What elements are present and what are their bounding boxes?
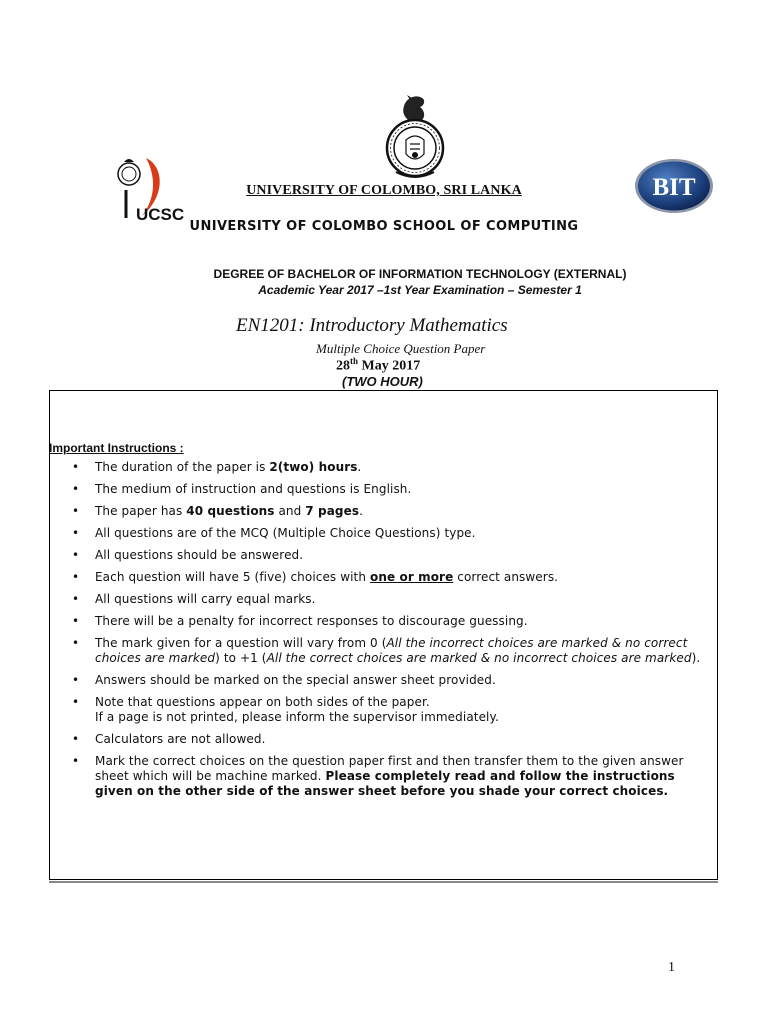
instruction-emphasis: 2(two) hours <box>269 460 358 474</box>
instruction-emphasis: 7 pages <box>305 504 360 518</box>
instruction-text: Note that questions appear on both sides of the paper. <box>95 695 430 709</box>
instruction-text: Answers should be marked on the special answer sheet provided. <box>95 673 496 687</box>
instruction-item <box>72 614 708 629</box>
instruction-text: ). <box>691 651 701 665</box>
instructions-list <box>72 460 708 806</box>
instruction-text: Mark the correct choices on the question paper first and then transfer them to the given answer sheet which will be machine marked. <box>95 754 684 783</box>
instruction-text: and <box>274 504 306 518</box>
instruction-italic: All the incorrect choices are marked & no correct choices are marked <box>95 636 688 665</box>
instruction-text: If a page is not printed, please inform the supervisor immediately. <box>95 710 499 724</box>
instruction-item <box>72 636 708 666</box>
instruction-text: There will be a penalty for incorrect responses to discourage guessing. <box>95 614 528 628</box>
paper-type: Multiple Choice Question Paper <box>316 341 486 356</box>
instruction-emphasis: 40 questions <box>186 504 275 518</box>
instruction-text: The mark given for a question will vary from 0 ( <box>95 636 387 650</box>
exam-date-day: 28 <box>336 358 350 374</box>
instruction-text: All questions will carry equal marks. <box>95 592 316 606</box>
instruction-text: correct answers. <box>453 570 559 584</box>
school-name: UNIVERSITY OF COLOMBO SCHOOL OF COMPUTING <box>189 219 579 234</box>
instruction-text: The paper has <box>95 504 187 518</box>
ucsc-logo-text: UCSC <box>136 205 185 224</box>
duration-note: (TWO HOUR) <box>342 374 423 389</box>
degree-title: DEGREE OF BACHELOR OF INFORMATION TECHNOLOGY (EXTERNAL) <box>213 267 627 281</box>
exam-date-rest: May 2017 <box>358 358 421 374</box>
exam-date-suffix: th <box>350 356 359 366</box>
instruction-item <box>72 504 708 519</box>
box-bottom-rule <box>49 881 718 883</box>
instruction-text: . <box>359 504 363 518</box>
instruction-item <box>72 732 708 747</box>
instruction-text: ) to +1 ( <box>215 651 267 665</box>
instruction-item <box>72 460 708 475</box>
instruction-item <box>72 673 708 688</box>
instruction-emphasis: Please completely read and follow the instructions given on the other side of the answer sheet before you shade your correct choices. <box>95 769 675 798</box>
instruction-text: All questions should be answered. <box>95 548 304 562</box>
instruction-italic: All the correct choices are marked & no incorrect choices are marked <box>266 651 692 665</box>
instruction-item <box>72 695 708 725</box>
instructions-heading: Important Instructions : <box>49 441 184 455</box>
academic-year: Academic Year 2017 –1st Year Examination – Semester 1 <box>258 283 582 297</box>
instruction-text: . <box>357 460 362 474</box>
instruction-emphasis: one or more <box>369 570 454 584</box>
instruction-text: All questions are of the MCQ (Multiple Choice Questions) type. <box>95 526 476 540</box>
instruction-text: Each question will have 5 (five) choices with <box>95 570 370 584</box>
instruction-item <box>72 548 708 563</box>
instruction-text: The duration of the paper is <box>95 460 270 474</box>
page-number: 1 <box>668 960 675 975</box>
instruction-text: Calculators are not allowed. <box>95 732 266 746</box>
instruction-item <box>72 570 708 585</box>
instruction-item <box>72 526 708 541</box>
instruction-text: The medium of instruction and questions is English. <box>95 482 412 496</box>
university-name: UNIVERSITY OF COLOMBO, SRI LANKA <box>246 183 522 198</box>
instruction-item <box>72 592 708 607</box>
instruction-item <box>72 754 708 799</box>
exam-date <box>336 356 420 375</box>
instruction-item <box>72 482 708 497</box>
bit-logo-text: BIT <box>652 174 696 201</box>
university-crest-logo <box>382 92 448 180</box>
course-title: EN1201: Introductory Mathematics <box>236 315 508 336</box>
